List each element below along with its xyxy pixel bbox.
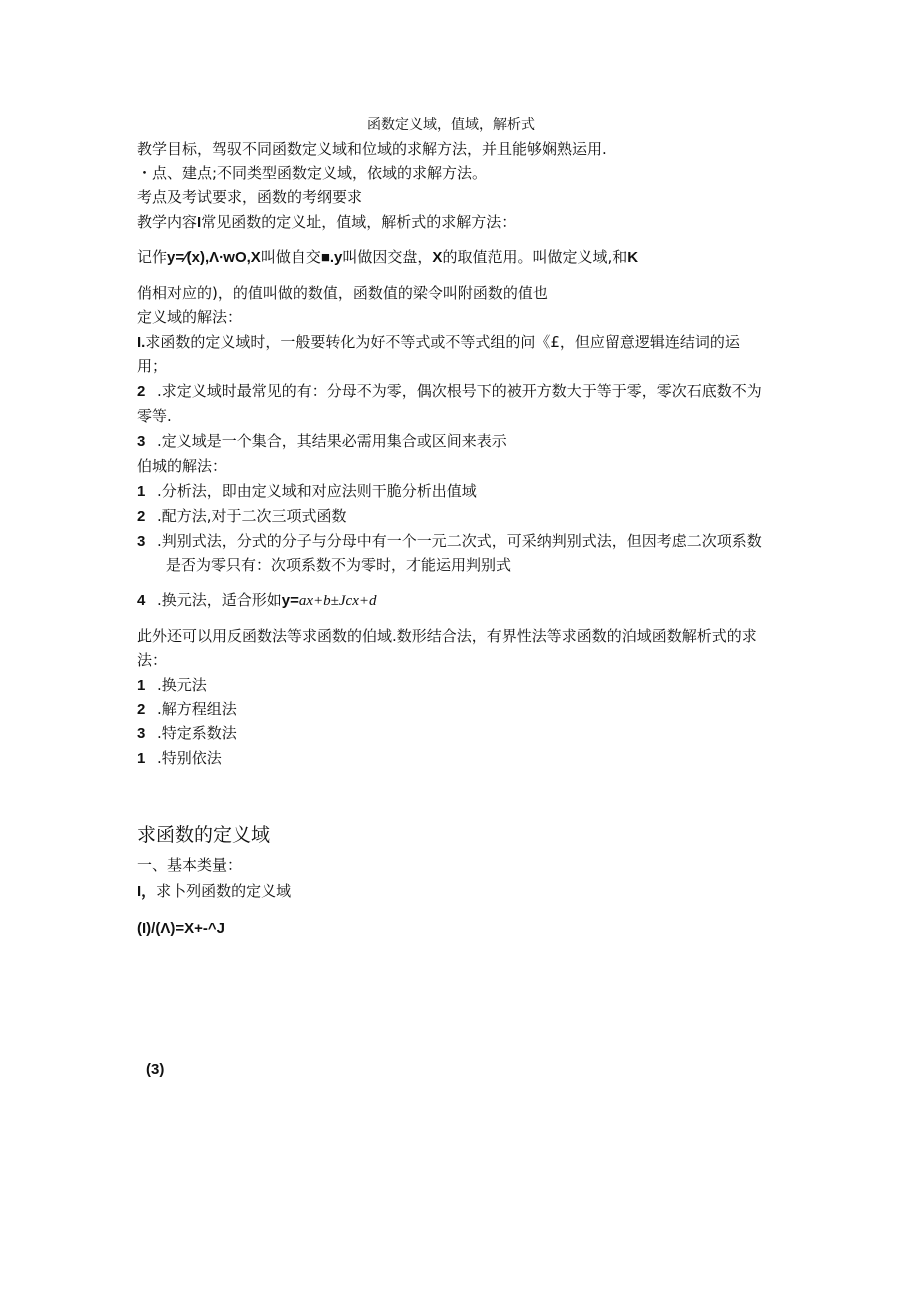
question-text: 求卜列函数的定义域 — [156, 882, 292, 900]
range-item-3-num: 3 — [137, 533, 146, 550]
analytic-item-1-text: .换元法 — [157, 676, 207, 694]
range-item-4 — [137, 589, 377, 612]
item-3-label: (3) — [146, 1061, 165, 1078]
range-item-3-text: .判别式法，分式的分子与分母中有一个一元二次式，可采纳判别式法，但因考虑二次项系数 — [157, 532, 762, 550]
doc-title: 函数定义域，值域，解析式 — [367, 117, 535, 133]
def-k: K — [627, 249, 639, 266]
extra-methods: 此外还可以用反函数法等求函数的伯域.数形结合法，有界性法等求函数的泊域函数解析式的求 — [137, 627, 757, 645]
content-label: 教学内容 — [137, 213, 198, 231]
range-item-4-text: .换元法，适合形如 — [157, 591, 282, 609]
range-item-4-num: 4 — [137, 592, 146, 609]
analytic-item-4-num: 1 — [137, 750, 146, 767]
teaching-goal: 教学目标，驾驭不同函数定义域和位域的求解方法，并且能够娴熟运用. — [137, 140, 607, 158]
section-title: 求函数的定义域 — [137, 824, 271, 846]
analytic-item-2 — [137, 698, 237, 721]
range-item-2-text: .配方法,对于二次三项式函数 — [157, 507, 347, 525]
range-item-3-cont: 是否为零只有：次项系数不为零时，才能运用判别式 — [166, 556, 512, 574]
range-item-4-formula: ax+b±Jcx+d — [298, 593, 377, 609]
domain-item-2-cont: 零等. — [137, 407, 172, 425]
function-definition-cont: 俏相对应的)，的值叫做的数值，函数值的梁令叫附函数的值也 — [137, 284, 548, 302]
content-roman: I — [197, 214, 202, 231]
analytic-item-4-text: .特别依法 — [157, 749, 222, 767]
analytic-item-2-text: .解方程组法 — [157, 700, 237, 718]
exam-requirements: 考点及考试要求，函数的考纲要求 — [137, 188, 363, 206]
analytic-item-3 — [137, 722, 237, 745]
domain-item-3 — [137, 430, 507, 453]
range-item-2-num: 2 — [137, 508, 146, 525]
def-text-4: 的取值范用。叫做定义域,和 — [442, 248, 628, 266]
key-points: ・点、建点;不同类型函数定义域，依域的求解方法。 — [137, 164, 488, 182]
formula-1: (I)/(Λ)=X+-^J — [137, 920, 225, 937]
range-item-2 — [137, 505, 347, 528]
range-item-3 — [137, 530, 762, 553]
domain-item-1-text: 求函数的定义域时，一般要转化为好不等式或不等式组的问《£，但应留意逻辑连结词的运 — [145, 333, 740, 351]
range-item-4-formula-y: y= — [281, 592, 299, 609]
domain-item-3-text: .定义域是一个集合，其结果必需用集合或区间来表示 — [157, 432, 507, 450]
content-text: 常见函数的定义址，值域，解析式的求解方法： — [201, 213, 517, 231]
def-text-3: 叫做因交盘， — [342, 248, 433, 266]
function-definition — [137, 246, 638, 269]
question-intro — [137, 880, 291, 903]
analytic-item-1 — [137, 674, 207, 697]
domain-item-2-num: 2 — [137, 383, 146, 400]
domain-method-heading: 定义域的解法： — [137, 308, 243, 326]
range-method-heading: 伯城的解法： — [137, 457, 228, 475]
def-text-2: 叫做自交 — [260, 248, 321, 266]
domain-item-2-text: .求定义域时最常见的有：分母不为零，偶次根号下的被开方数大于等于零，零次石底数不为 — [157, 382, 762, 400]
section-subheading: 一、基本类量： — [137, 856, 243, 874]
teaching-content — [137, 211, 516, 234]
domain-item-1-num: I. — [137, 334, 146, 351]
domain-item-2 — [137, 380, 762, 403]
range-item-1 — [137, 480, 477, 503]
range-item-1-text: .分析法，即由定义域和对应法则干脆分析出值域 — [157, 482, 477, 500]
analytic-item-1-num: 1 — [137, 677, 146, 694]
domain-item-1-cont: 用； — [137, 357, 168, 375]
def-symbol: ■.y — [320, 249, 343, 266]
def-text-1: 记作 — [137, 248, 168, 266]
domain-item-1 — [137, 331, 740, 354]
def-formula: y=∕(x),Λ∙wO,X — [167, 249, 261, 266]
analytic-item-3-num: 3 — [137, 725, 146, 742]
analytic-item-4 — [137, 747, 222, 770]
question-num: I， — [137, 883, 157, 900]
domain-item-3-num: 3 — [137, 433, 146, 450]
extra-methods-cont: 法： — [137, 651, 168, 669]
def-x: X — [432, 249, 443, 266]
range-item-1-num: 1 — [137, 483, 146, 500]
analytic-item-3-text: .特定系数法 — [157, 724, 237, 742]
analytic-item-2-num: 2 — [137, 701, 146, 718]
